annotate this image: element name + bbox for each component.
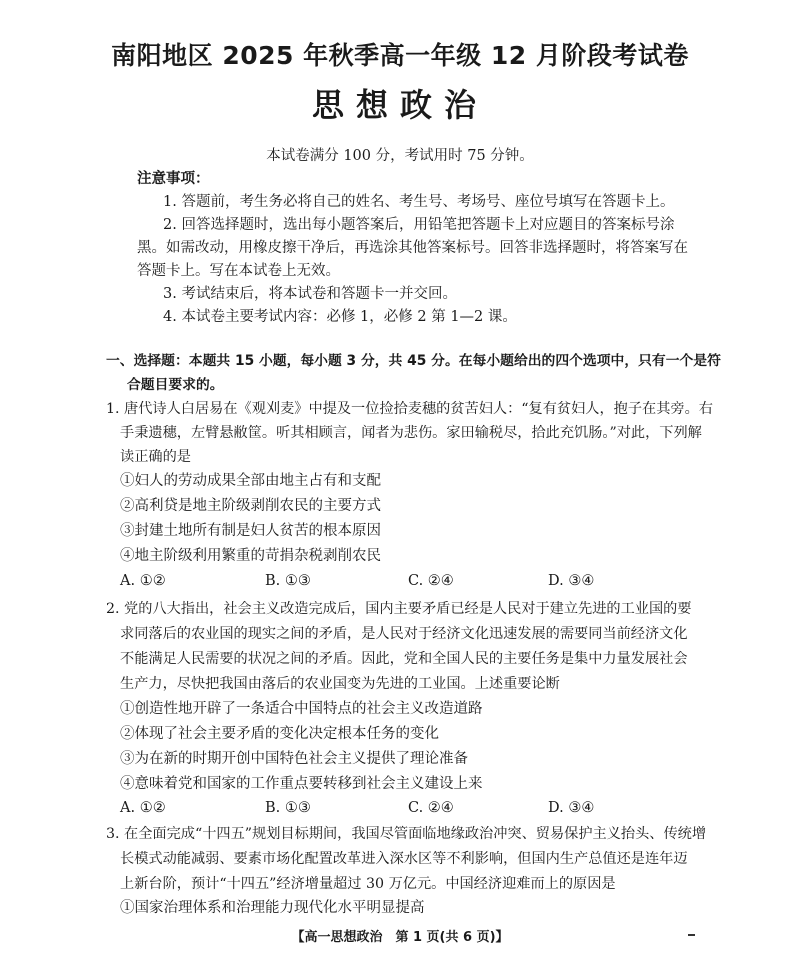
notice-heading: 注意事项： — [137, 171, 210, 187]
question-3-stem: 长模式动能减弱、要素市场化配置改革进入深水区等不利影响，但国内生产总值还是连年迈 — [120, 851, 688, 867]
question-3-stem: 3. 在全面完成“十四五”规划目标期间，我国尽管面临地缘政治冲突、贸易保护主义抬头、传统增 — [106, 826, 707, 842]
question-2-stem: 求同落后的农业国的现实之间的矛盾，是人民对于经济文化迅速发展的需要同当前经济文化 — [120, 626, 688, 642]
question-3-stem: 上新台阶，预计“十四五”经济增量超过 30 万亿元。中国经济迎难而上的原因是 — [120, 876, 616, 892]
notice-line: 2. 回答选择题时，选出每小题答案后，用铅笔把答题卡上对应题目的答案标号涂 — [163, 217, 675, 233]
question-2-option-d: D. ③④ — [548, 800, 595, 816]
question-1-option-d: D. ③④ — [548, 573, 595, 589]
question-2-stem: 2. 党的八大指出，社会主义改造完成后，国内主要矛盾已经是人民对于建立先进的工业国的要 — [106, 601, 692, 617]
notice-line: 4. 本试卷主要考试内容：必修 1，必修 2 第 1—2 课。 — [163, 309, 517, 325]
question-1-stem: 读正确的是 — [120, 449, 191, 465]
question-2-statement: ③为在新的时期开创中国特色社会主义提供了理论准备 — [120, 751, 468, 767]
notice-line: 答题卡上。写在本试卷上无效。 — [137, 263, 340, 279]
question-1-statement: ②高利贷是地主阶级剥削农民的主要方式 — [120, 498, 381, 514]
question-1-option-c: C. ②④ — [408, 573, 454, 589]
notice-line: 1. 答题前，考生务必将自己的姓名、考生号、考场号、座位号填写在答题卡上。 — [163, 194, 675, 210]
question-1-statement: ①妇人的劳动成果全部由地主占有和支配 — [120, 473, 381, 489]
scan-mark — [688, 934, 695, 936]
question-1-statement: ③封建土地所有制是妇人贫苦的根本原因 — [120, 523, 381, 539]
question-3-statement: ①国家治理体系和治理能力现代化水平明显提高 — [120, 900, 425, 916]
page-footer: 【高一思想政治 第 1 页(共 6 页)】 — [291, 930, 509, 945]
question-2-statement: ①创造性地开辟了一条适合中国特点的社会主义改造道路 — [120, 701, 483, 717]
question-1-statement: ④地主阶级利用繁重的苛捐杂税剥削农民 — [120, 548, 381, 564]
question-2-statement: ④意味着党和国家的工作重点要转移到社会主义建设上来 — [120, 776, 483, 792]
section-heading: 一、选择题：本题共 15 小题，每小题 3 分，共 45 分。在每小题给出的四个选项中，只有一个是符 — [106, 353, 721, 369]
question-1-stem: 手秉遗穗，左臂悬敝筐。听其相顾言，闻者为悲伤。家田输税尽，拾此充饥肠。”对此，下列解 — [120, 425, 702, 441]
question-2-stem: 不能满足人民需要的状况之间的矛盾。因此，党和全国人民的主要任务是集中力量发展社会 — [120, 651, 688, 667]
question-2-option-a: A. ①② — [120, 800, 166, 816]
score-time-note: 本试卷满分 100 分，考试用时 75 分钟。 — [266, 148, 534, 164]
question-2-option-c: C. ②④ — [408, 800, 454, 816]
notice-line: 黑。如需改动，用橡皮擦干净后，再选涂其他答案标号。回答非选择题时，将答案写在 — [137, 240, 688, 256]
notice-line: 3. 考试结束后，将本试卷和答题卡一并交回。 — [163, 286, 457, 302]
question-2-stem: 生产力，尽快把我国由落后的农业国变为先进的工业国。上述重要论断 — [120, 676, 560, 692]
question-2-statement: ②体现了社会主要矛盾的变化决定根本任务的变化 — [120, 726, 439, 742]
subject-title: 思想政治 — [311, 86, 488, 124]
exam-title: 南阳地区 2025 年秋季高一年级 12 月阶段考试卷 — [111, 41, 689, 70]
question-1-option-a: A. ①② — [120, 573, 166, 589]
section-heading: 合题目要求的。 — [127, 377, 224, 393]
question-1-stem: 1. 唐代诗人白居易在《观刈麦》中提及一位捡拾麦穗的贫苦妇人：“复有贫妇人，抱子在其旁。右 — [106, 401, 713, 417]
question-1-option-b: B. ①③ — [265, 573, 311, 589]
question-2-option-b: B. ①③ — [265, 800, 311, 816]
